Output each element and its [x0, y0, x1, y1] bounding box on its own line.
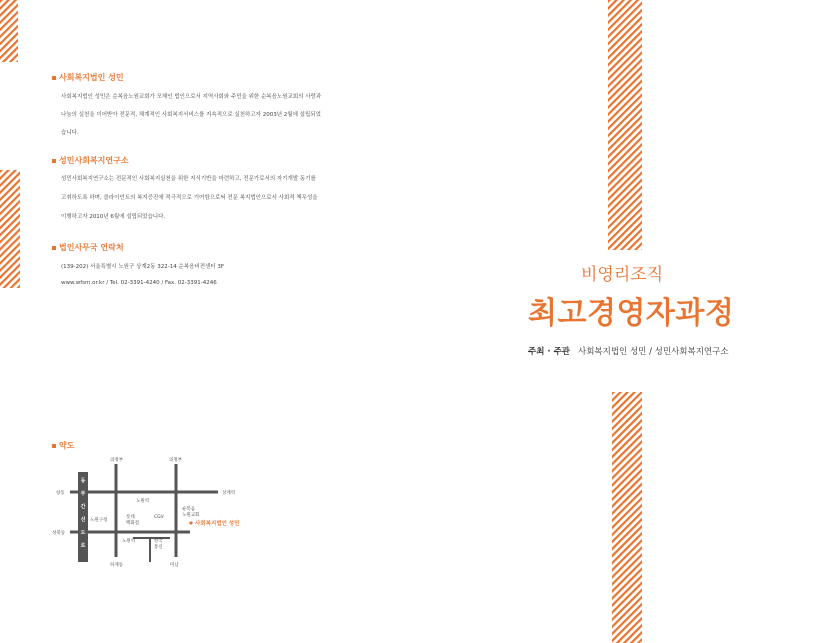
- road-name-char: 도: [80, 530, 86, 536]
- section-title: 법인사무국 연락처: [52, 242, 124, 253]
- host-label: 주최 · 주관: [528, 347, 570, 357]
- contact-line: www.wfsm.or.kr / Tel. 02-3391-4240 / Fax. 02-3391-4246: [61, 280, 217, 286]
- cover-title: 최고경영자과정: [528, 296, 735, 331]
- body-line: 이행하고자 2010년 6월에 설립되었습니다.: [61, 214, 166, 220]
- label-station-top: 노원역: [136, 499, 150, 504]
- label-right: 상계역: [222, 491, 236, 496]
- address-line: (139-202) 서울특별시 노원구 상계2동 322-14 순복음비전센터 3F: [61, 264, 225, 270]
- body-line: 나눔의 실천을 이어받아 전문적, 체계적인 사회복지서비스를 지속적으로 실천하고자 2003년 2월에 설립되었: [61, 112, 321, 118]
- stripe-top-right: [608, 0, 642, 250]
- road-name-char: 로: [80, 543, 86, 549]
- stripe-bottom-right: [612, 392, 642, 643]
- label-cgv: CGV: [154, 515, 164, 520]
- label-church: 순복음: [182, 507, 196, 512]
- label-station-left: 노원구청: [90, 518, 108, 523]
- cover-subtitle: 비영리조직: [581, 265, 664, 285]
- bullet-icon: [52, 159, 56, 163]
- bullet-icon: [52, 444, 56, 448]
- body-line: 습니다.: [61, 130, 79, 136]
- label-top2: 의정부: [169, 458, 183, 463]
- stripe-mid-left: [0, 170, 20, 288]
- cover-host: [528, 345, 729, 357]
- location-map: [50, 452, 270, 577]
- label-bottom2: 미남: [170, 563, 179, 568]
- label-station-bottom: 노원역: [122, 539, 136, 544]
- road-name-char: 선: [80, 517, 86, 523]
- stripe-top-left: [0, 0, 18, 62]
- highlight-marker-icon: [189, 521, 192, 524]
- label-church-2: 노원교회: [182, 513, 200, 518]
- section-title: 성민사회복지연구소: [52, 155, 129, 166]
- road-name-char: 부: [80, 491, 86, 497]
- bullet-icon: [52, 246, 56, 250]
- body-line: 사회복지법인 성민은 순복음노원교회가 모체인 법인으로서 지역사회와 주민을 위한 순복음노원교회의 사랑과: [61, 94, 322, 100]
- label-bank: 한국: [154, 539, 163, 544]
- label-left2: 성북동: [52, 531, 66, 536]
- label-highlight: 사회복지법인 성민: [195, 521, 240, 527]
- section-title: 사회복지법인 성민: [52, 72, 124, 83]
- bullet-icon: [52, 76, 56, 80]
- label-bank-2: 통신: [154, 545, 163, 550]
- map-title: 약도: [52, 440, 74, 451]
- body-line: 성민사회복지연구소는 전문적인 사회복지실천을 위한 지식기반을 마련하고, 전문가로서의 자기개발 동기를: [61, 176, 316, 182]
- road-name-char: 동: [80, 478, 86, 484]
- label-left1: 창동: [56, 491, 65, 496]
- label-top1: 의정부: [110, 458, 124, 463]
- label-lotte-2: 백화점: [126, 521, 140, 526]
- label-bottom1: 하계동: [110, 563, 124, 568]
- road-name-char: 간: [80, 504, 86, 510]
- label-lotte: 롯데: [126, 515, 135, 520]
- body-line: 고취하도록 하며, 클라이언트의 복지증진에 적극적으로 기여함으로써 전문 복지법인으로서 사회적 책무성을: [61, 195, 318, 201]
- host-value: 사회복지법인 성민 / 성민사회복지연구소: [578, 347, 729, 357]
